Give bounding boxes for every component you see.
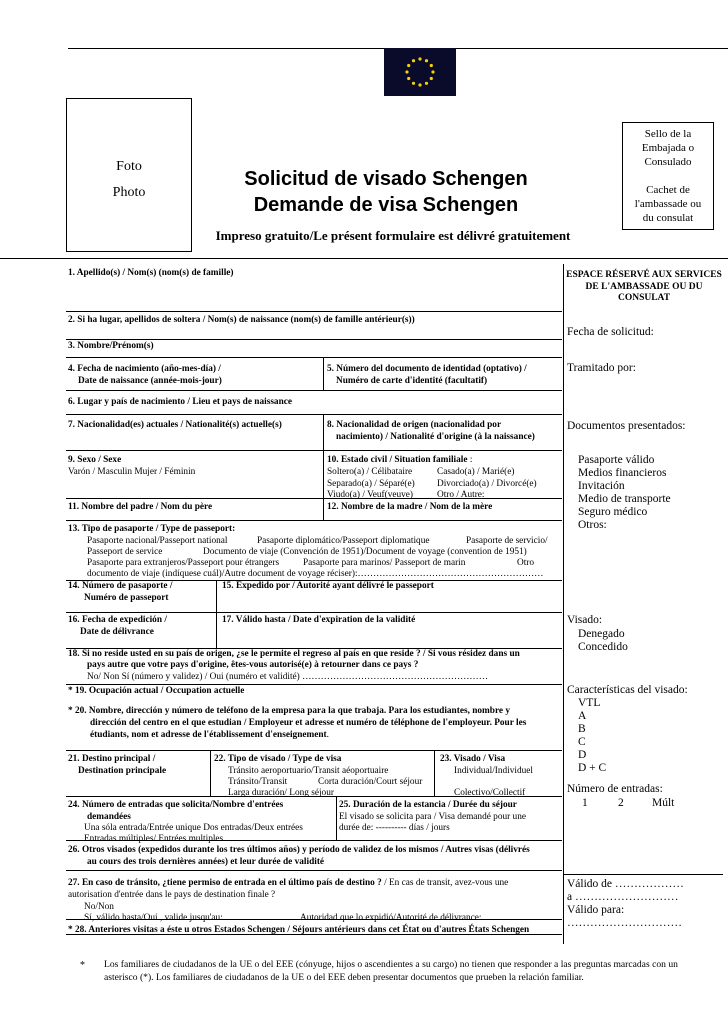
field-26-label: 26. Otros visados (expedidos durante los tres últimos años) y período de validez de los mismos / Autres visas (délivrés — [68, 845, 530, 855]
field-8-label: 8. Nacionalidad de origen (nacionalidad por — [327, 420, 502, 430]
stamp-line: du consulat — [642, 212, 694, 224]
stamp-line: Cachet de — [646, 184, 690, 196]
side-valido-a: a ……………………… — [567, 891, 679, 903]
passport-other[interactable]: Otro — [517, 558, 535, 568]
side-rule — [563, 874, 723, 875]
field-11-label: 11. Nombre del padre / Nom du père — [68, 502, 213, 512]
stamp-box — [622, 122, 714, 230]
field-24-label-fr: demandées — [87, 812, 131, 822]
field-22-label: 22. Tipo de visado / Type de visa — [214, 754, 342, 764]
passport-foreigners[interactable]: Pasaporte para extranjeros/Passeport pour étrangers — [87, 558, 280, 568]
field-4-label: 4. Fecha de nacimiento (año-mes-día) / — [68, 364, 221, 374]
passport-diplomatic[interactable]: Pasaporte diplomático/Passeport diplomatique — [257, 536, 430, 546]
col-rule — [323, 498, 324, 520]
field-15-label: 15. Expedido por / Autorité ayant délivré le passeport — [222, 581, 434, 591]
side-num-entradas: Número de entradas: — [567, 783, 663, 795]
field-20-label-3 — [90, 730, 329, 742]
passport-travel-doc[interactable]: Documento de viaje (Convención de 1951)/Document de voyage (convention de 1951) — [203, 547, 527, 557]
side-fecha: Fecha de solicitud: — [567, 326, 654, 338]
flag-star-icon — [412, 59, 415, 62]
flag-star-icon — [418, 57, 421, 60]
row-rule — [66, 750, 562, 751]
stamp-line: Sello de la — [644, 128, 692, 140]
field-7-label: 7. Nacionalidad(es) actuales / Nationalité(s) actuelle(s) — [68, 420, 282, 430]
flag-star-icon — [412, 82, 415, 85]
doc-item[interactable]: Medios financieros — [578, 467, 667, 479]
row-rule — [66, 684, 562, 685]
row-rule — [66, 414, 562, 415]
side-valido-para: Válido para: — [567, 904, 625, 916]
field-3-label: 3. Nombre/Prénom(s) — [68, 341, 154, 351]
col-rule — [434, 750, 435, 796]
row-rule — [66, 498, 562, 499]
side-documentos: Documentos presentados: — [567, 420, 686, 432]
flag-star-icon — [425, 82, 428, 85]
passport-other-detail: documento de viaje (indíquese cuál)/Autre document de voyage réciser):…………………………………………………… — [87, 569, 544, 579]
entries-1[interactable]: 1 — [582, 797, 588, 809]
flag-star-icon — [431, 70, 434, 73]
field-20-label-2: dirección del centro en el que estudian / Employeur et adresse et numéro de téléphone de l'employeur. Pour les — [90, 718, 527, 728]
doc-item[interactable]: Pasaporte válido — [578, 454, 655, 466]
col-rule — [336, 796, 337, 840]
flag-star-icon — [425, 59, 428, 62]
flag-star-icon — [407, 77, 410, 80]
eu-flag-icon — [384, 48, 456, 96]
row-rule — [66, 520, 562, 521]
field-27-label — [68, 878, 508, 890]
field-25-days: durée de: ---------- días / jours — [339, 823, 450, 833]
civil-separated[interactable]: Separado(a) / Séparé(e) — [327, 479, 415, 489]
visa-individual[interactable]: Individual/Individuel — [454, 766, 534, 776]
visa-collective[interactable]: Colectivo/Collectif — [454, 788, 526, 798]
transit-authority: Autoridad que lo expidió/Autorité de délivrance: — [300, 913, 482, 923]
field-13-label: 13. Tipo de pasaporte / Type de passeport: — [68, 524, 236, 534]
field-8-label-fr: nacimiento) / Nationalité d'origine (à la naissance) — [336, 432, 535, 442]
flag-star-icon — [405, 70, 408, 73]
visa-category[interactable]: VTL — [578, 697, 601, 709]
side-valido-de: Válido de ……………… — [567, 878, 684, 890]
field-1-label: 1. Apellido(s) / Nom(s) (nom(s) de famille) — [68, 268, 234, 278]
field-18-label-fr: pays autre que votre pays d'origine, êtes-vous autorisé(e) à retourner dans ce pays ? — [87, 660, 419, 670]
passport-service[interactable]: Pasaporte de servicio/ — [466, 536, 548, 546]
field-23-label: 23. Visado / Visa — [440, 754, 506, 764]
col-rule — [216, 580, 217, 612]
field-18-options[interactable]: No/ Non Sí (número y validez) / Oui (numéro et validité) …………………………………………………… — [87, 672, 489, 682]
visa-category[interactable]: A — [578, 710, 587, 722]
side-header: ESPACE RÉSERVÉ AUX SERVICES DE L'AMBASSADE OU DU CONSULAT — [566, 270, 722, 303]
civil-married[interactable]: Casado(a) / Marié(e) — [437, 467, 515, 477]
entries-mult[interactable]: Múlt — [652, 797, 675, 809]
field-9-options[interactable]: Varón / Masculin Mujer / Féminin — [68, 467, 196, 477]
form-top-rule — [0, 258, 728, 259]
field-16-label-fr: Date de délivrance — [80, 627, 154, 637]
field-24-label: 24. Número de entradas que solicita/Nombre d'entrées — [68, 800, 284, 810]
field-18-label: 18. Si no reside usted en su país de origen, ¿se le permite el regreso al país en que reside ? / Si vous résidez dans un — [68, 649, 520, 659]
passport-service-fr: Passeport de service — [87, 547, 163, 557]
row-rule — [66, 450, 562, 451]
doc-item[interactable]: Seguro médico — [578, 506, 648, 518]
transit-yes[interactable]: Sí, válido hasta/Oui , valide jusqu'au: — [84, 913, 223, 923]
col-rule — [216, 612, 217, 648]
field-25-label: 25. Duración de la estancia / Durée du séjour — [339, 800, 517, 810]
civil-widowed[interactable]: Viudo(a) / Veuf(veuve) — [327, 490, 414, 500]
subtitle: Impreso gratuito/Le présent formulaire est délivré gratuitement — [215, 228, 571, 243]
field-28-label: * 28. Anteriores visitas a éste u otros Estados Schengen / Séjours antérieurs dans cet État ou d'autres États Schengen — [68, 925, 530, 935]
field-27-label-es: 27. En caso de tránsito, ¿tiene permiso de entrada en el último país de destino ? — [68, 878, 382, 888]
col-rule — [323, 450, 324, 498]
entries-2[interactable]: 2 — [618, 797, 624, 809]
civil-divorced[interactable]: Divorciado(a) / Divorcé(e) — [437, 479, 537, 489]
field-19-label: * 19. Ocupación actual / Occupation actuelle — [68, 686, 245, 696]
photo-label-fr: Photo — [112, 185, 146, 200]
row-rule — [66, 339, 562, 340]
visa-category[interactable]: B — [578, 723, 586, 735]
title-es: Solicitud de visado Schengen — [244, 168, 528, 190]
entries-single-double[interactable]: Una sóla entrada/Entrée unique Dos entradas/Deux entrées — [84, 823, 303, 833]
field-27-label-fr: / En cas de transit, avez-vous une — [381, 878, 509, 888]
side-valido-para-dots: ………………………… — [567, 917, 682, 929]
entries-multiple[interactable]: Entradas múltiples/ Entrées multiples — [84, 834, 224, 844]
field-12-label: 12. Nombre de la madre / Nom de la mère — [327, 502, 493, 512]
field-10-label: 10. Estado civil / Situation familiale — [327, 455, 468, 465]
field-20-label-3-text: étudiants, nom et adresse de l'établissement d'enseignement — [90, 730, 327, 740]
field-20-label: * 20. Nombre, dirección y número de teléfono de la empresa para la que trabaja. Para los estudiantes, nombre y — [68, 706, 511, 716]
field-21-label-fr: Destination principale — [78, 766, 167, 776]
side-column-divider — [563, 264, 564, 944]
field-21-label: 21. Destino principal / — [68, 754, 156, 764]
flag-star-icon — [418, 83, 421, 86]
row-rule — [66, 311, 562, 312]
flag-star-icon — [430, 64, 433, 67]
row-rule — [66, 390, 562, 391]
visa-category[interactable]: D + C — [578, 762, 607, 774]
stamp-line — [623, 169, 713, 183]
doc-item[interactable]: Invitación — [578, 480, 625, 492]
field-20-period: . — [326, 730, 329, 740]
col-rule — [323, 357, 324, 390]
stamp-line: Embajada o — [641, 142, 695, 154]
passport-national[interactable]: Pasaporte nacional/Passeport national — [87, 536, 228, 546]
doc-item[interactable]: Otros: — [578, 519, 607, 531]
doc-item[interactable]: Medio de transporte — [578, 493, 671, 505]
field-17-label: 17. Válido hasta / Date d'expiration de la validité — [222, 615, 416, 625]
stamp-line: l'ambassade ou — [634, 198, 702, 210]
footnote-star: * — [80, 960, 85, 971]
visa-type-short-stay[interactable]: Corta duración/Court séjour — [318, 777, 423, 787]
side-caracteristicas: Características del visado: — [567, 684, 688, 696]
visa-category[interactable]: D — [578, 749, 587, 761]
visa-category[interactable]: C — [578, 736, 586, 748]
transit-no[interactable]: No/Non — [84, 902, 114, 912]
photo-label-es: Foto — [116, 159, 142, 174]
field-4-label-fr: Date de naissance (année-mois-jour) — [78, 376, 222, 386]
field-10-colon: : — [467, 455, 473, 465]
field-26-label-fr: au cours des trois dernières années) et leur durée de validité — [87, 857, 325, 867]
title-fr: Demande de visa Schengen — [253, 194, 519, 216]
field-16-label: 16. Fecha de expedición / — [68, 615, 167, 625]
side-visado: Visado: — [567, 614, 603, 626]
side-tramitado: Tramitado por: — [567, 362, 636, 374]
field-14-label: 14. Número de pasaporte / — [68, 581, 173, 591]
field-2-label: 2. Si ha lugar, apellidos de soltera / Nom(s) de naissance (nom(s) de famille antérieur(s)) — [68, 315, 415, 325]
col-rule — [210, 750, 211, 796]
footnote-text: Los familiares de ciudadanos de la UE o del EEE (cónyuge, hijos o ascendientes a su cargo) no tienen que responder a las preguntas marcadas con un asterisco (*). Los familiares de ciudadanos de la UE o del EEE deben presentar documentos que prueben la relación familiar. — [104, 959, 678, 983]
field-10-heading — [327, 455, 472, 467]
visa-type-long-stay[interactable]: Larga duración/ Long séjour — [228, 788, 334, 798]
civil-other[interactable]: Otro / Autre: — [437, 490, 485, 500]
flag-star-icon — [407, 64, 410, 67]
civil-single[interactable]: Soltero(a) / Célibataire — [327, 467, 413, 477]
visa-type-airport-transit[interactable]: Tránsito aeroportuario/Transit aéoportuaire — [228, 766, 389, 776]
field-14-label-fr: Numéro de passeport — [84, 593, 169, 603]
flag-star-icon — [430, 77, 433, 80]
visado-option[interactable]: Denegado — [578, 628, 625, 640]
stamp-line: Consulado — [644, 156, 692, 168]
row-rule — [66, 870, 562, 871]
field-27-text: autorisation d'entrée dans le pays de destination finale ? — [68, 890, 276, 900]
visa-type-transit[interactable]: Tránsito/Transit — [228, 777, 288, 787]
field-5-label-fr: Numéro de carte d'identité (facultatif) — [336, 376, 488, 386]
row-rule — [66, 612, 562, 613]
field-25-text: El visado se solicita para / Visa demandé pour une — [339, 812, 526, 822]
field-5-label: 5. Número del documento de identidad (optativo) / — [327, 364, 527, 374]
col-rule — [323, 414, 324, 450]
visado-option[interactable]: Concedido — [578, 641, 628, 653]
passport-seaman[interactable]: Pasaporte para marinos/ Passeport de marin — [303, 558, 466, 568]
row-rule — [66, 357, 562, 358]
field-9-label: 9. Sexo / Sexe — [68, 455, 122, 465]
field-6-label: 6. Lugar y país de nacimiento / Lieu et pays de naissance — [68, 397, 293, 407]
